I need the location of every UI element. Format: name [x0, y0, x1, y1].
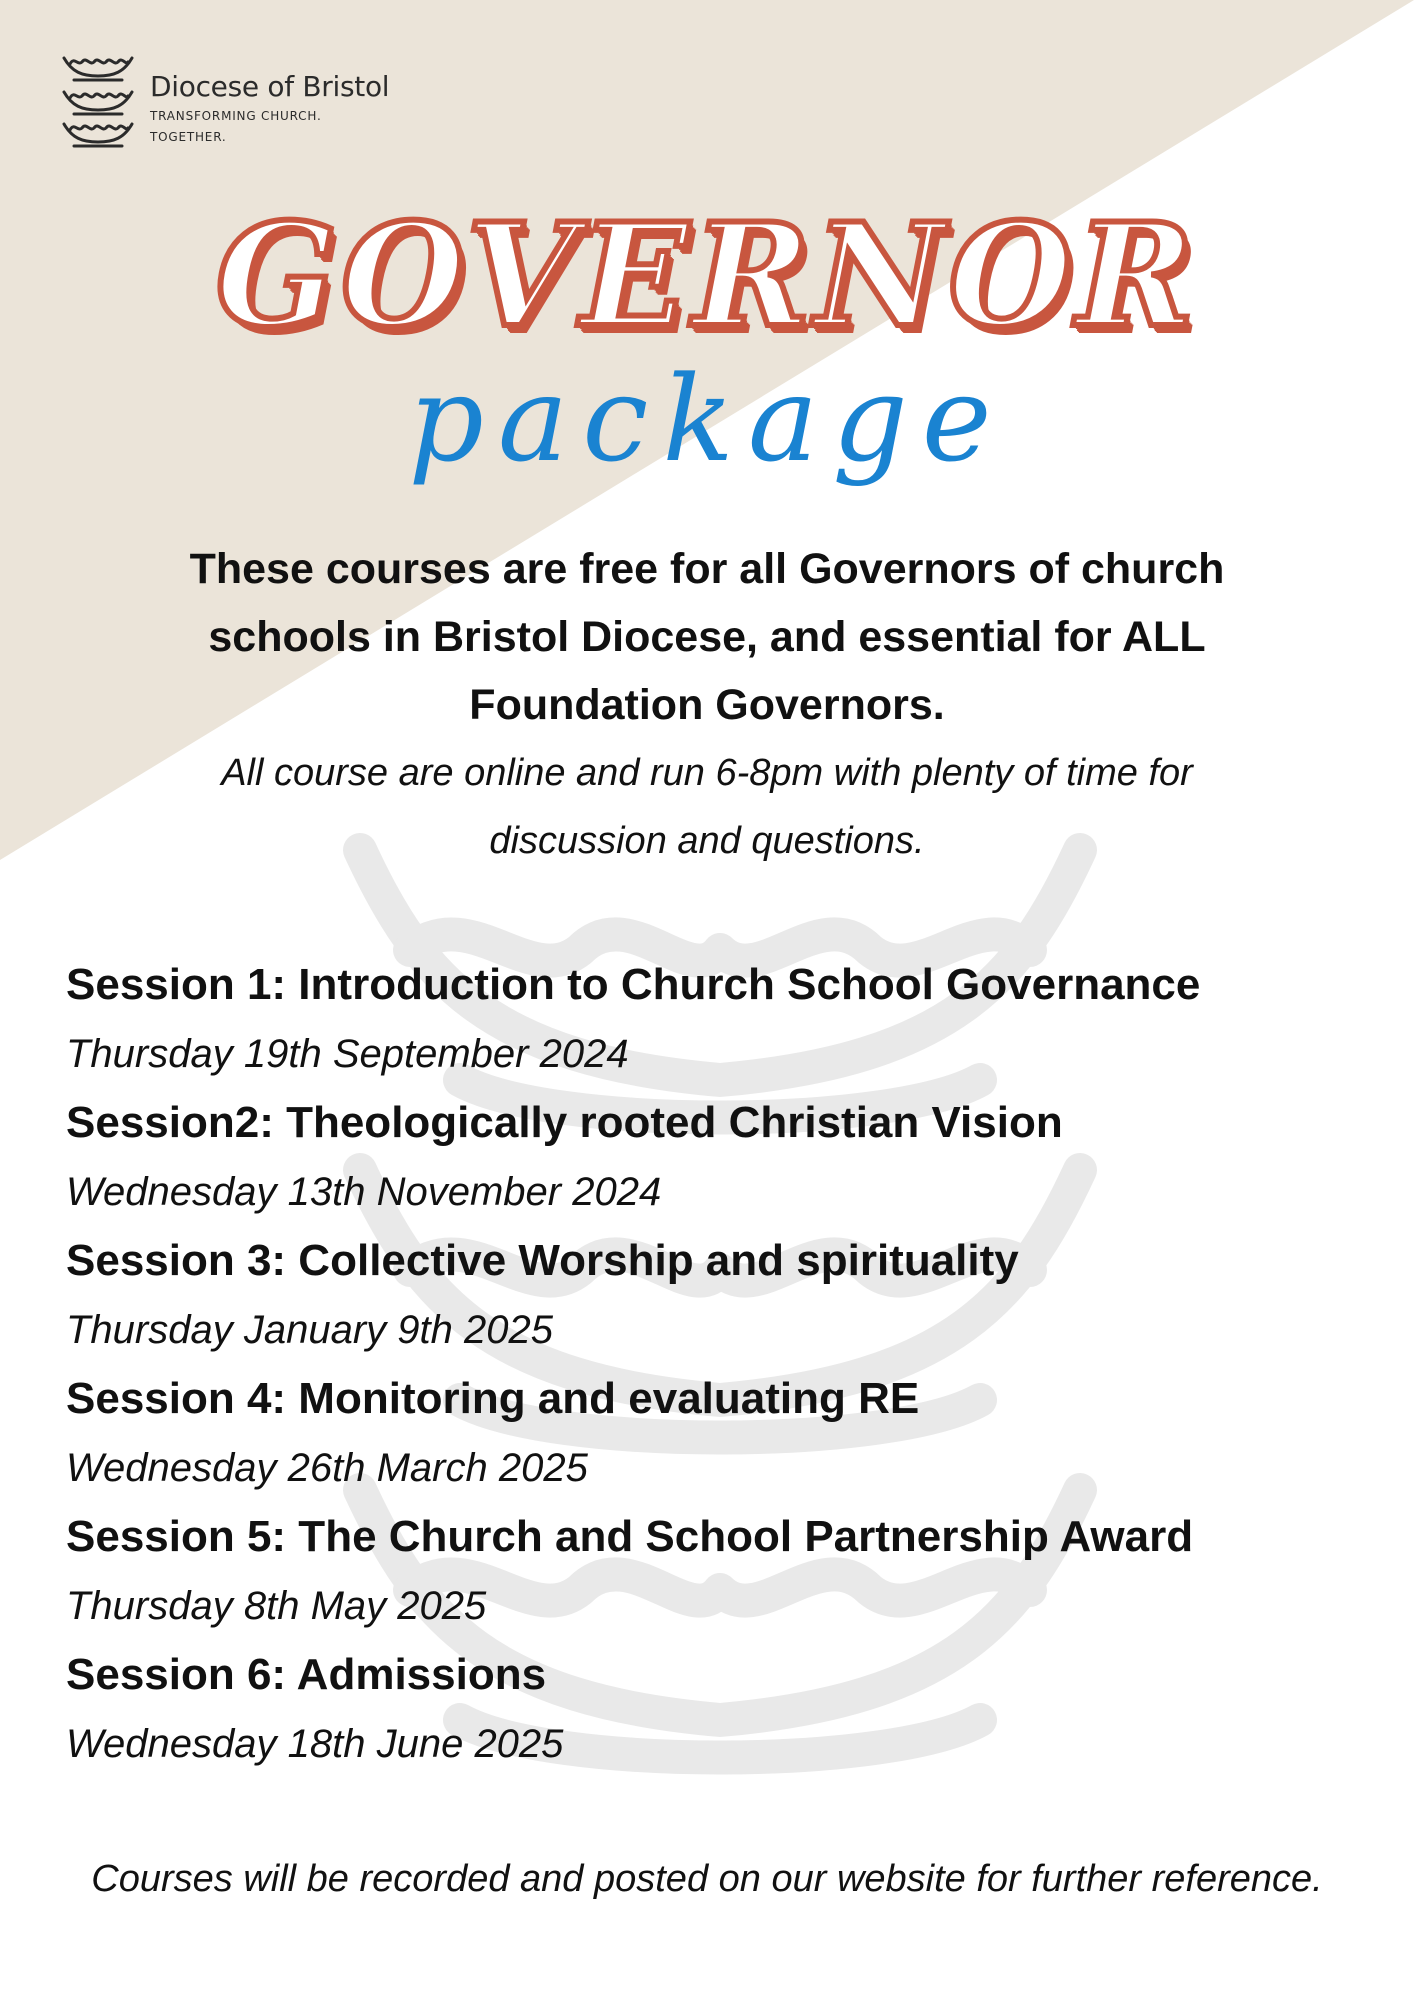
session-item	[66, 1640, 1366, 1778]
session-item	[66, 1502, 1366, 1640]
diocese-logo	[60, 52, 389, 152]
session-title: Session 4: Monitoring and evaluating RE	[66, 1374, 920, 1423]
logo-name: Diocese of Bristol	[150, 70, 390, 103]
session-title: Session 6: Admissions	[66, 1650, 547, 1699]
session-item	[66, 1364, 1366, 1502]
intro-bold-line: schools in Bristol Diocese, and essential for ALL	[208, 613, 1206, 661]
session-date: Wednesday 13th November 2024	[66, 1170, 662, 1214]
logo-tagline-line1: TRANSFORMING CHURCH.	[150, 109, 322, 123]
crowns-icon	[60, 52, 136, 152]
session-item	[66, 1226, 1366, 1364]
session-item	[66, 1088, 1366, 1226]
session-title: Session 3: Collective Worship and spirituality	[66, 1236, 1019, 1285]
session-date: Wednesday 26th March 2025	[66, 1446, 588, 1490]
session-item	[66, 950, 1366, 1088]
session-title: Session 5: The Church and School Partnership Award	[66, 1512, 1194, 1561]
session-date: Wednesday 18th June 2025	[66, 1722, 564, 1766]
page-title: GOVERNOR	[215, 193, 1199, 359]
session-title: Session 1: Introduction to Church School Governance	[66, 960, 1201, 1009]
intro-bold-line: Foundation Governors.	[469, 681, 945, 729]
footer-note: Courses will be recorded and posted on our website for further reference.	[91, 1858, 1323, 1900]
intro-italic-line: discussion and questions.	[489, 820, 925, 862]
session-title: Session2: Theologically rooted Christian Vision	[66, 1098, 1063, 1147]
session-date: Thursday January 9th 2025	[66, 1308, 553, 1352]
session-list	[66, 950, 1366, 1778]
intro-italic-line: All course are online and run 6-8pm with plenty of time for	[221, 752, 1193, 794]
page-subtitle: package	[408, 350, 1006, 488]
title-block	[0, 193, 1414, 359]
subtitle-block	[0, 350, 1414, 488]
session-date: Thursday 8th May 2025	[66, 1584, 487, 1628]
logo-tagline-line2: TOGETHER.	[150, 130, 227, 144]
intro-bold-line: These courses are free for all Governors of church	[189, 545, 1225, 593]
session-date: Thursday 19th September 2024	[66, 1032, 629, 1076]
intro	[100, 535, 1314, 875]
